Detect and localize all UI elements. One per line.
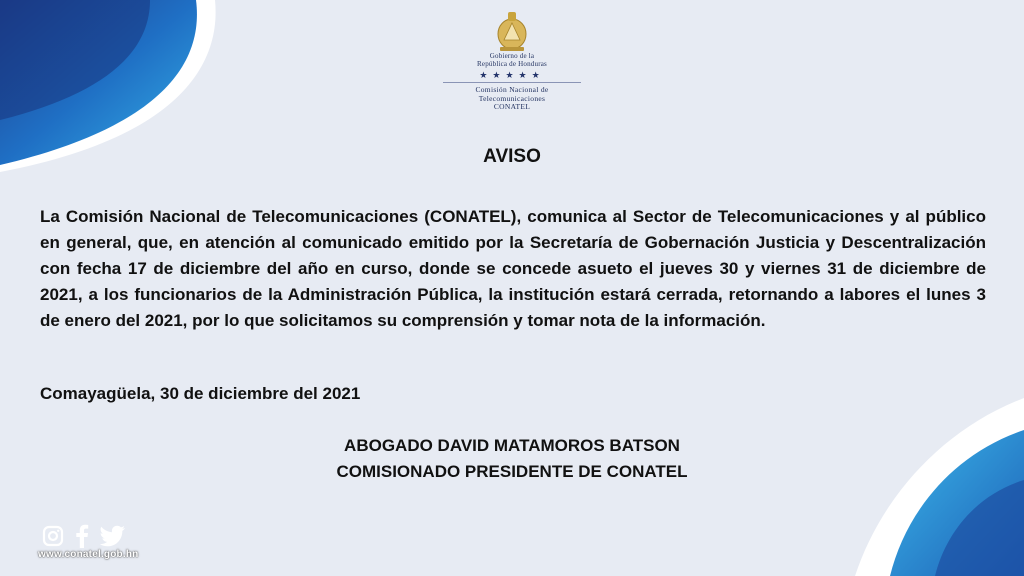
org-line-2: Telecomunicaciones: [478, 93, 546, 103]
notice-date: Comayagüela, 30 de diciembre del 2021: [40, 384, 361, 403]
social-links: [42, 524, 126, 548]
facebook-icon[interactable]: [74, 524, 90, 548]
instagram-icon[interactable]: [42, 525, 64, 547]
gov-line-1: Gobierno de la: [489, 52, 535, 60]
logo-divider: [443, 82, 581, 83]
signature-name: ABOGADO DAVID MATAMOROS BATSON: [344, 436, 680, 455]
signature-title: COMISIONADO PRESIDENTE DE CONATEL: [336, 462, 688, 481]
signature-block: [0, 433, 1024, 485]
header-logo: [442, 10, 582, 112]
notice-body: La Comisión Nacional de Telecomunicaciones (CONATEL), comunica al Sector de Telecomunicaciones y al público en general, que, en atención al comunicado emitido por la Secretaría de Gobernación Justicia y Descentralización con fecha 17 de diciembre del año en curso, donde se concede asueto el jueves 30 y viernes 31 de diciembre de 2021, a los funcionarios de la Administración Pública, la institución estará cerrada, retornando a labores el lunes 3 de enero del 2021, por lo que solicitamos su comprensión y tomar nota de la información.: [40, 207, 986, 330]
notice-title: AVISO: [483, 146, 541, 167]
stars-row: ★★★★★: [479, 70, 545, 80]
coat-of-arms-icon: [492, 10, 532, 52]
org-line-1: Comisión Nacional de: [475, 85, 549, 94]
twitter-icon[interactable]: [100, 525, 126, 547]
website-link[interactable]: www.conatel.gob.hn: [38, 549, 139, 560]
gov-line-2: República de Honduras: [477, 60, 547, 68]
org-line-3: CONATEL: [493, 102, 531, 111]
